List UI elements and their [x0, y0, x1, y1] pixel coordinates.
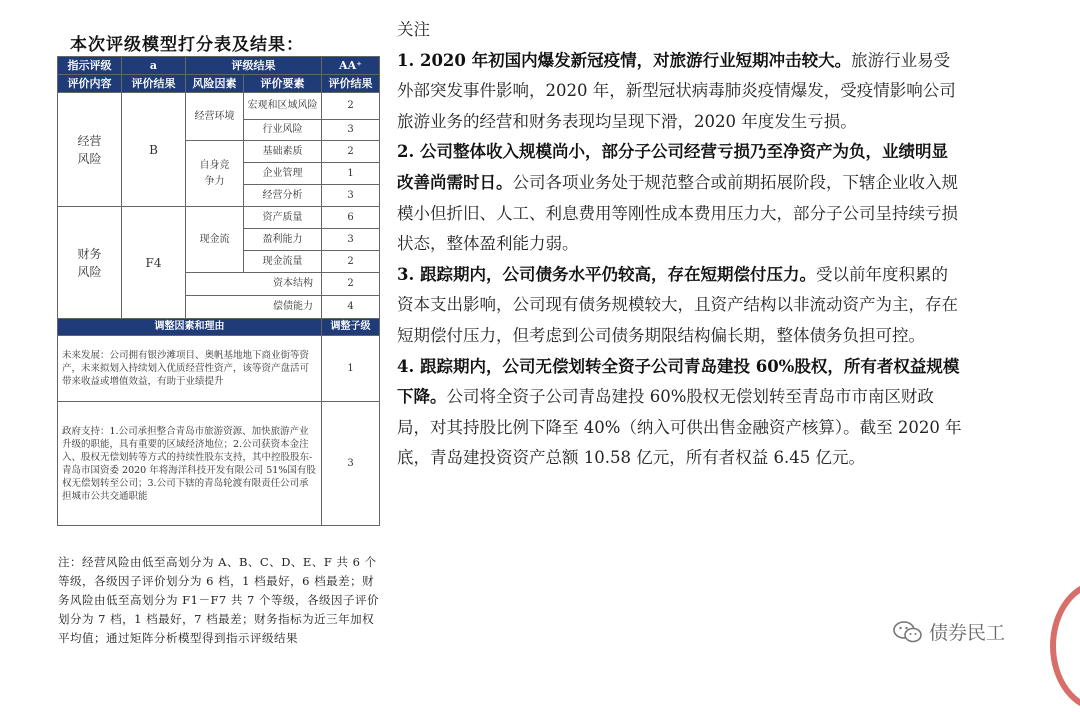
adjust-level: 1	[322, 336, 380, 402]
section-heading: 关注	[397, 20, 430, 39]
item-text: 旅游行业易受外部突发事件影响，2020 年，新型冠状病毒肺炎疫情爆发，受疫情影响公司旅游业务的经营和财务表现均呈现下滑，2020 年度发生亏损。	[397, 50, 956, 131]
item-text: 公司各项业务处于规范整合或前期拓展阶段，下辖企业收入规模小但折旧、人工、利息费用等刚性成本费用压力大，部分子公司呈持续亏损状态，整体盈利能力弱。	[397, 172, 958, 254]
category-label: 经营风险	[77, 133, 102, 166]
factor-cell: 现金流	[186, 207, 244, 273]
score-cell: 2	[322, 251, 380, 273]
score-cell: 4	[322, 296, 380, 319]
header-cell: 调整子级	[322, 319, 380, 336]
adjust-reason: 政府支持：1.公司承担整合青岛市旅游资源、加快旅游产业升级的职能，具有重要的区域经济地位；2.公司获资本金注入、股权无偿划转等方式的持续性股东支持，其中控股股东-青岛市国资委 2020 年将海洋科技开发有限公司 51%国有股权无偿划转至公司；3.公司下辖的青岛轮渡有限责任公司承担城市公共交通职能	[58, 402, 322, 526]
header-cell: 评价要素	[244, 75, 322, 93]
item-heading: 1. 2020 年初国内爆发新冠疫情，对旅游行业短期冲击较大。	[397, 50, 852, 70]
table-row	[58, 336, 380, 402]
factor-cell: 经营环境	[186, 93, 244, 141]
header-cell: 指示评级	[58, 57, 122, 75]
header-cell: a	[122, 57, 186, 75]
factor-cell	[186, 141, 244, 207]
item-cell: 资本结构	[186, 273, 322, 296]
item-cell: 偿债能力	[186, 296, 322, 319]
item-cell: 现金流量	[244, 251, 322, 273]
grade-financial: F4	[122, 207, 186, 319]
red-seal-stamp	[1050, 580, 1080, 712]
item-cell: 经营分析	[244, 185, 322, 207]
category-financial	[58, 207, 122, 319]
item-text: 受以前年度积累的资本支出影响，公司现有债务规模较大，且资产结构以非流动资产为主，存在短期偿付压力，但考虑到公司债务期限结构偏长期，整体债务负担可控。	[397, 264, 958, 345]
score-cell: 2	[322, 93, 380, 120]
attention-item	[397, 260, 962, 352]
table-row	[58, 402, 380, 526]
item-heading: 2. 公司整体收入规模尚小，部分子公司经营亏损乃至净资产为负，业绩明显改善尚需时日。	[397, 142, 948, 192]
score-cell: 1	[322, 163, 380, 185]
score-cell: 3	[322, 229, 380, 251]
category-label: 财务风险	[77, 246, 102, 279]
wechat-icon	[893, 620, 923, 644]
adjust-header-row	[58, 319, 380, 336]
attention-item	[397, 137, 962, 259]
score-cell: 3	[322, 185, 380, 207]
header-cell: 风险因素	[186, 75, 244, 93]
item-cell: 资产质量	[244, 207, 322, 229]
grade-operating: B	[122, 93, 186, 207]
score-cell: 2	[322, 141, 380, 163]
watermark	[893, 618, 1005, 645]
item-heading: 4. 跟踪期内，公司无偿划转全资子公司青岛建投 60%股权，所有者权益规模下降。	[397, 356, 960, 407]
item-cell: 企业管理	[244, 163, 322, 185]
adjust-level: 3	[322, 402, 380, 526]
category-operating	[58, 93, 122, 207]
item-cell: 盈利能力	[244, 229, 322, 251]
attention-item	[397, 352, 962, 474]
score-cell: 6	[322, 207, 380, 229]
header-cell: AA⁺	[322, 57, 380, 75]
table-note: 注：经营风险由低至高划分为 A、B、C、D、E、F 共 6 个等级，各级因子评价划分为 6 档，1 档最好，6 档最差；财务风险由低至高划分为 F1－F7 共 7 个等级，各级因子评价划分为 7 档，1 档最好，7 档最差；财务指标为近三年加权平均值；通过矩阵分析模型得到指示评级结果	[58, 555, 380, 645]
item-heading: 3. 跟踪期内，公司债务水平仍较高，存在短期偿付压力。	[397, 264, 816, 284]
attention-item	[397, 46, 962, 138]
item-text: 公司将全资子公司青岛建投 60%股权无偿划转至青岛市市南区财政局，对其持股比例下降至 40%（纳入可供出售金融资产核算）。截至 2020 年底，青岛建投资资产总额 10.58 亿元，所有者权益 6.45 亿元。	[397, 387, 962, 468]
item-cell: 宏观和区域风险	[244, 93, 322, 120]
score-cell: 3	[322, 120, 380, 141]
table-row	[58, 207, 380, 229]
table-title: 本次评级模型打分表及结果：	[70, 35, 304, 55]
rating-table	[57, 56, 380, 526]
item-cell: 基础素质	[244, 141, 322, 163]
score-cell: 2	[322, 273, 380, 296]
factor-label: 自身竞争力	[199, 159, 230, 187]
table-row	[58, 93, 380, 120]
header-cell: 评价结果	[122, 75, 186, 93]
header-row-2	[58, 75, 380, 93]
header-cell: 评级结果	[186, 57, 322, 75]
attention-section	[397, 15, 962, 474]
header-cell: 评价内容	[58, 75, 122, 93]
item-cell: 行业风险	[244, 120, 322, 141]
header-row-1	[58, 57, 380, 75]
header-cell: 评价结果	[322, 75, 380, 93]
adjust-reason: 未来发展：公司拥有银沙滩项目、奥帆基地地下商业街等资产，未来拟划入持续划入优质经营性资产，该等资产盘活可带来收益或增值效益，有助于业绩提升	[58, 336, 322, 402]
header-cell: 调整因素和理由	[58, 319, 322, 336]
watermark-label: 债券民工	[929, 622, 1006, 644]
